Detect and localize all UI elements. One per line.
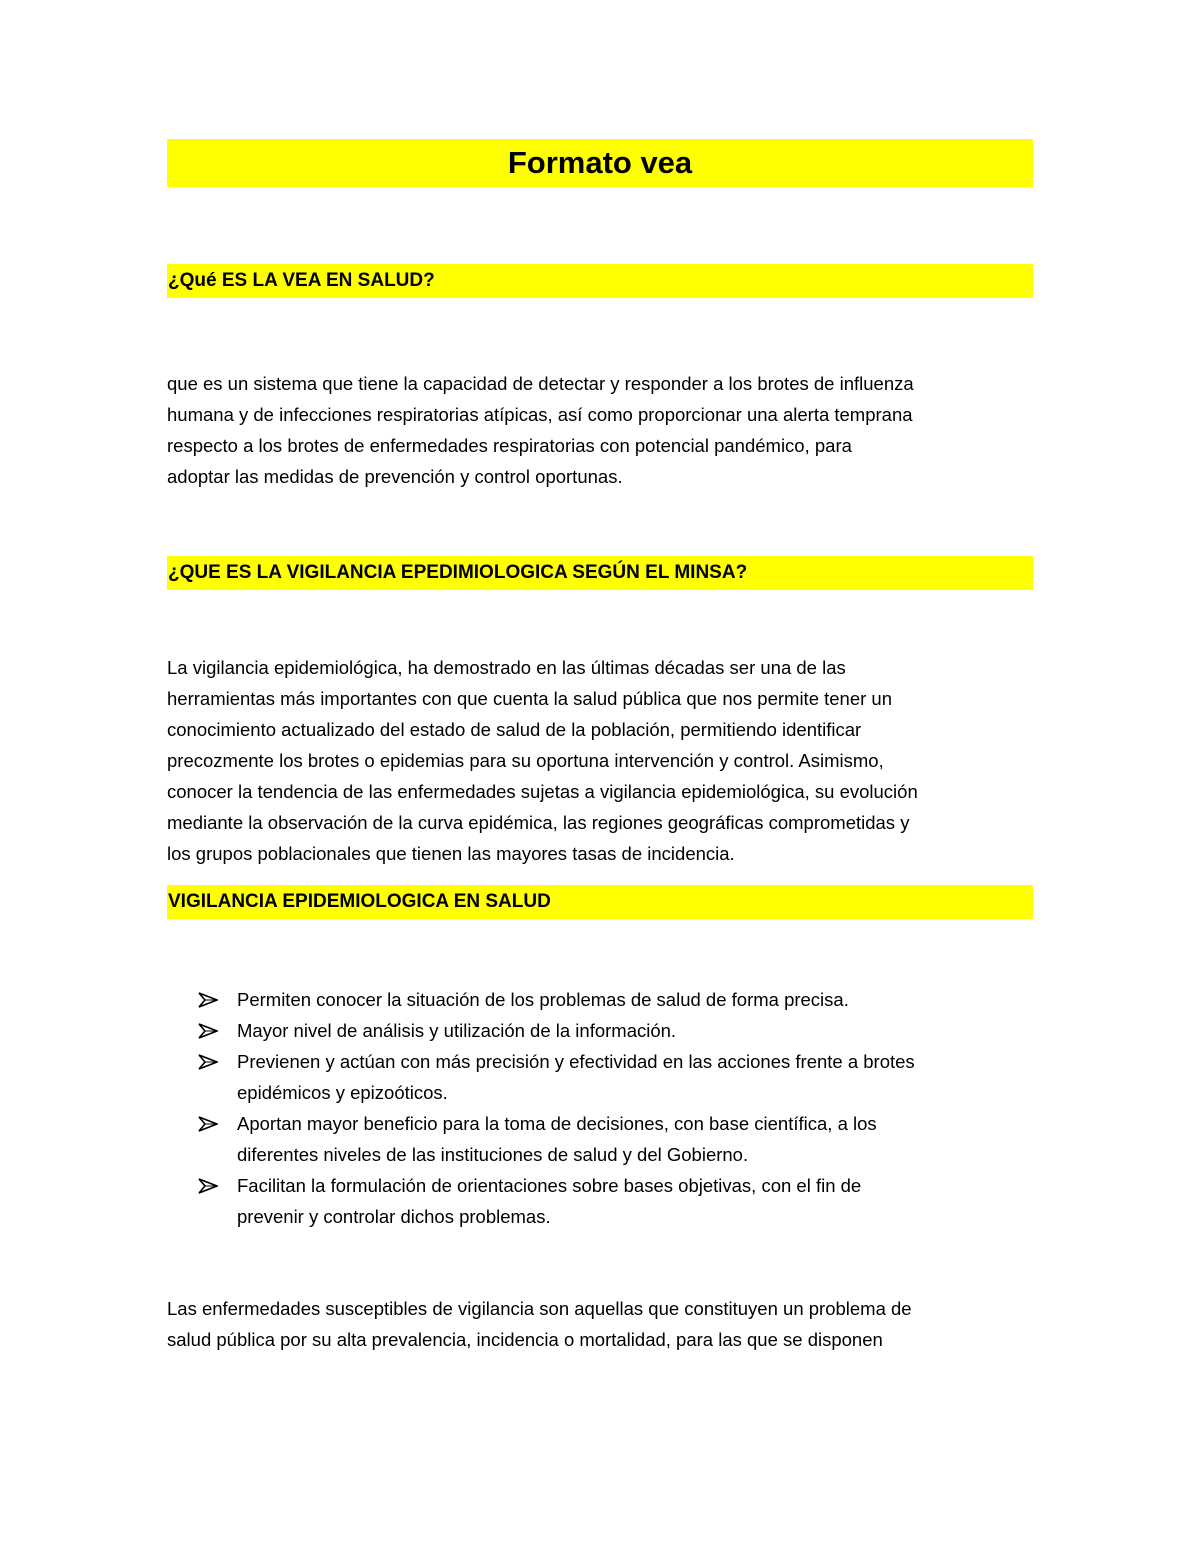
benefits-list [197,984,1037,1232]
arrowhead-bullet-icon [197,1108,219,1139]
list-item [197,1170,1037,1232]
paragraph-line: La vigilancia epidemiológica, ha demostrado en las últimas décadas ser una de las [167,657,846,678]
document-title: Formato vea [167,139,1033,187]
paragraph-line: adoptar las medidas de prevención y control oportunas. [167,466,623,487]
paragraph-vea-definition [167,368,1037,492]
list-item-text: prevenir y controlar dichos problemas. [237,1206,551,1227]
arrowhead-bullet-icon [197,984,219,1015]
list-item-text: diferentes niveles de las instituciones de salud y del Gobierno. [237,1144,749,1165]
paragraph-line: herramientas más importantes con que cuenta la salud pública que nos permite tener un [167,688,893,709]
list-item-text: Previenen y actúan con más precisión y efectividad en las acciones frente a brotes [237,1051,915,1072]
paragraph-line: respecto a los brotes de enfermedades respiratorias con potencial pandémico, para [167,435,852,456]
section-heading-vea: ¿Qué ES LA VEA EN SALUD? [167,264,1033,298]
paragraph-enfermedades-susceptibles [167,1293,1037,1355]
list-item-text: epidémicos y epizoóticos. [237,1082,448,1103]
paragraph-line: los grupos poblacionales que tienen las mayores tasas de incidencia. [167,843,735,864]
paragraph-line: Las enfermedades susceptibles de vigilancia son aquellas que constituyen un problema de [167,1298,912,1319]
list-item [197,1015,1037,1046]
list-item-text: Permiten conocer la situación de los problemas de salud de forma precisa. [237,989,849,1010]
arrowhead-bullet-icon [197,1170,219,1201]
paragraph-line: humana y de infecciones respiratorias atípicas, así como proporcionar una alerta temprana [167,404,913,425]
list-item-text: Facilitan la formulación de orientaciones sobre bases objetivas, con el fin de [237,1175,862,1196]
paragraph-line: mediante la observación de la curva epidémica, las regiones geográficas comprometidas y [167,812,910,833]
paragraph-line: salud pública por su alta prevalencia, incidencia o mortalidad, para las que se disponen [167,1329,883,1350]
paragraph-line: precozmente los brotes o epidemias para su oportuna intervención y control. Asimismo, [167,750,884,771]
list-item [197,1046,1037,1108]
list-item-text: Aportan mayor beneficio para la toma de decisiones, con base científica, a los [237,1113,877,1134]
list-item [197,1108,1037,1170]
section-heading-vigilancia-salud: VIGILANCIA EPIDEMIOLOGICA EN SALUD [167,885,1033,919]
paragraph-line: conocimiento actualizado del estado de salud de la población, permitiendo identificar [167,719,862,740]
section-heading-minsa: ¿QUE ES LA VIGILANCIA EPEDIMIOLOGICA SEGÚN EL MINSA? [167,556,1033,590]
paragraph-line: que es un sistema que tiene la capacidad de detectar y responder a los brotes de influenza [167,373,914,394]
paragraph-vigilancia-definition [167,652,1037,869]
paragraph-line: conocer la tendencia de las enfermedades sujetas a vigilancia epidemiológica, su evolución [167,781,918,802]
arrowhead-bullet-icon [197,1046,219,1077]
list-item-text: Mayor nivel de análisis y utilización de la información. [237,1020,677,1041]
arrowhead-bullet-icon [197,1015,219,1046]
list-item [197,984,1037,1015]
